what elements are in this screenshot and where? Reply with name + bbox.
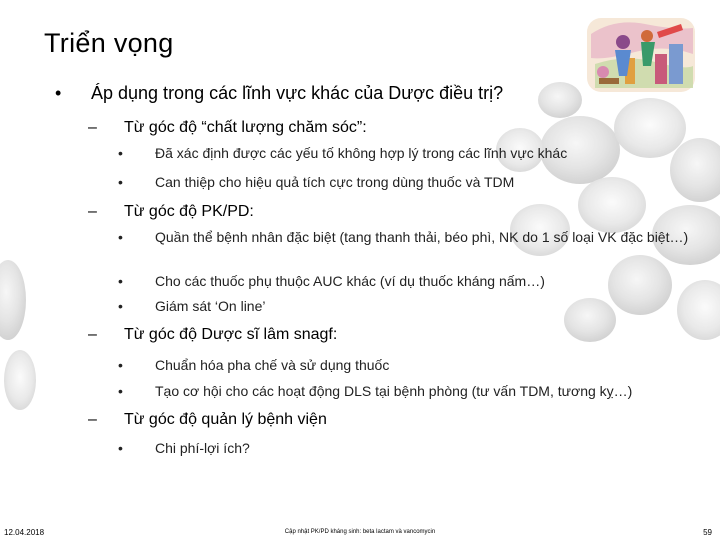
bullet-marker: •	[118, 229, 123, 245]
dash-marker: –	[88, 203, 97, 220]
list-item-text: Cho các thuốc phụ thuộc AUC khác (ví dụ thuốc kháng nấm…)	[155, 273, 545, 289]
list-item-text: Giám sát ‘On line’	[155, 298, 266, 314]
subsection-heading-text: Từ góc độ quản lý bệnh viện	[124, 411, 327, 428]
bullet-marker: •	[118, 273, 123, 289]
subsection-heading-text: Từ góc độ Dược sĩ lâm snagf:	[124, 326, 338, 343]
footer-date: 12.04.2018	[4, 528, 45, 537]
footer-caption: Cập nhật PK/PD kháng sinh: beta lactam và vancomycin	[284, 529, 436, 535]
bullet-marker: •	[118, 174, 123, 190]
dash-marker: –	[88, 411, 97, 428]
page-number: 59	[703, 528, 712, 537]
bullet-marker: •	[118, 383, 123, 399]
bullet-marker: •	[118, 298, 123, 314]
list-item-text: Tạo cơ hội cho các hoạt động DLS tại bệnh phòng (tư vấn TDM, tương kỵ…)	[155, 383, 633, 399]
list-item-text: Chi phí-lợi ích?	[155, 440, 250, 456]
list-item-text: Can thiệp cho hiệu quả tích cực trong dùng thuốc và TDM	[155, 174, 515, 190]
main-bullet-text: Áp dụng trong các lĩnh vực khác của Dược điều trị?	[91, 83, 504, 103]
bullet-marker: •	[118, 440, 123, 456]
list-item-text: Quần thể bệnh nhân đặc biệt (tang thanh thải, béo phì, NK do 1 số loại VK đặc biệt…)	[155, 229, 689, 245]
subsection-heading-text: Từ góc độ PK/PD:	[124, 203, 254, 220]
list-item-text: Đã xác định được các yếu tố không hợp lý trong các lĩnh vực khác	[155, 145, 568, 161]
list-item-text: Chuẩn hóa pha chế và sử dụng thuốc	[155, 357, 390, 373]
slide-title: Triển vọng	[44, 28, 174, 58]
bullet-marker: •	[118, 145, 123, 161]
dash-marker: –	[88, 326, 97, 343]
subsection-heading-text: Từ góc độ “chất lượng chăm sóc”:	[124, 119, 367, 136]
bullet-marker: •	[55, 83, 62, 103]
dash-marker: –	[88, 119, 97, 136]
bullet-marker: •	[118, 357, 123, 373]
